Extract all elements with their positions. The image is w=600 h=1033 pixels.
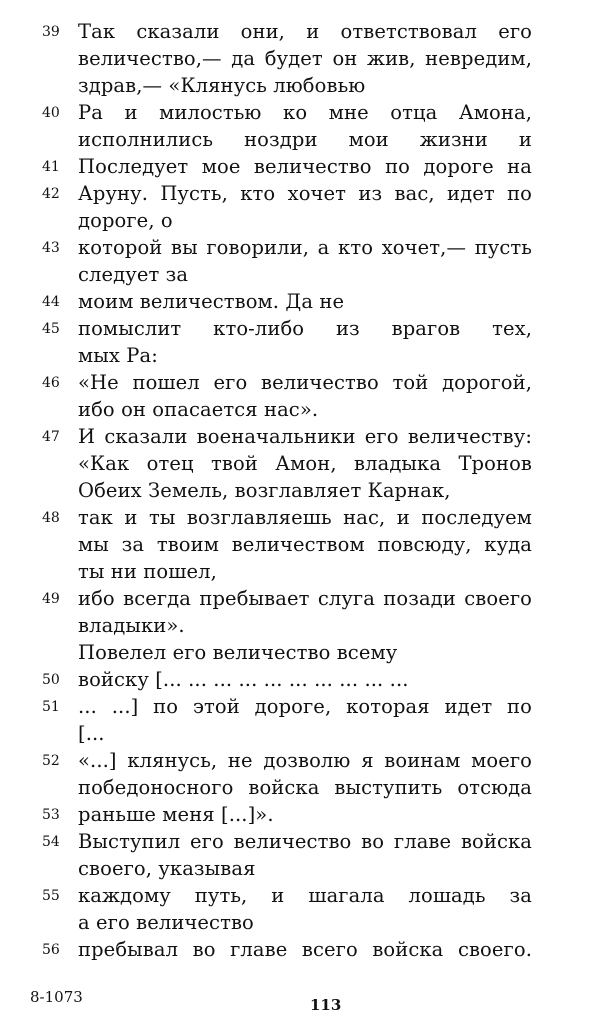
- text-line: мых Ра:: [78, 344, 158, 367]
- verse-number: 44: [42, 294, 60, 310]
- verse-number: 40: [42, 105, 60, 121]
- text-line: «...] клянусь, не дозволю я воинам моего: [78, 749, 532, 772]
- verse-text: [78, 882, 532, 936]
- verse-text: [78, 234, 532, 288]
- text-line: Аруну. Пусть, кто хочет из вас, идет по: [78, 182, 532, 205]
- text-line: «Не пошел его величество той дорогой,: [78, 371, 532, 394]
- verse-text: [78, 369, 532, 423]
- verse-number: 52: [42, 753, 60, 769]
- verse-text: [78, 315, 532, 369]
- text-line: а его величество: [78, 911, 254, 934]
- text-line: войску [... ... ... ... ... ... ... ... ... ...: [78, 668, 409, 691]
- signature-code: 8-1073: [30, 988, 83, 1006]
- page-number: 113: [310, 996, 342, 1014]
- text-line: Повелел его величество всему: [78, 641, 398, 664]
- verse-text: [78, 423, 532, 504]
- verse-text: [78, 504, 532, 585]
- verse-text: [78, 99, 532, 153]
- text-line: ибо всегда пребывает слуга позади своего: [78, 587, 532, 610]
- verse-text: [78, 288, 532, 315]
- verse-text: [78, 828, 532, 882]
- text-line: моим величеством. Да не: [78, 290, 345, 313]
- text-line: Выступил его величество во главе войска: [78, 830, 532, 853]
- text-line: мы за твоим величеством повсюду, куда: [78, 533, 532, 556]
- verse-text: [78, 936, 532, 963]
- text-line: каждому путь, и шагала лошадь за: [78, 884, 532, 907]
- text-line: Последует мое величество по дороге на: [78, 155, 532, 178]
- verse-number: 49: [42, 591, 60, 607]
- verse-text: [78, 801, 532, 828]
- text-line: И сказали военачальники его величеству:: [78, 425, 532, 448]
- text-line: величество,— да будет он жив, невредим,: [78, 47, 532, 70]
- verse-number: 45: [42, 321, 60, 337]
- text-line: ты ни пошел,: [78, 560, 217, 583]
- verse-text: [78, 585, 532, 666]
- verse-text: [78, 747, 532, 801]
- verse-number: 43: [42, 240, 60, 256]
- verse-number: 41: [42, 159, 60, 175]
- text-line: помыслит кто-либо из врагов тех,: [78, 317, 532, 340]
- text-line: следует за: [78, 263, 189, 286]
- verse-number: 48: [42, 510, 60, 526]
- text-line: победоносного войска выступить отсюда: [78, 776, 532, 799]
- verse-text: [78, 180, 532, 234]
- verse-number: 50: [42, 672, 60, 688]
- text-line: которой вы говорили, а кто хочет,— пусть: [78, 236, 532, 259]
- verse-number: 47: [42, 429, 60, 445]
- text-line: здрав,— «Клянусь любовью: [78, 74, 366, 97]
- text-line: Обеих Земель, возглавляет Карнак,: [78, 479, 451, 502]
- verse-text: [78, 666, 532, 693]
- verse-text: [78, 693, 532, 747]
- text-line: Так сказали они, и ответствовал его: [78, 20, 532, 43]
- text-line: ... ...] по этой дороге, которая идет по: [78, 695, 532, 718]
- verse-number: 42: [42, 186, 60, 202]
- text-line: пребывал во главе всего войска своего.: [78, 938, 532, 961]
- text-line: исполнились ноздри мои жизни и: [78, 128, 532, 151]
- text-line: ибо он опасается нас».: [78, 398, 319, 421]
- text-line: раньше меня [...]».: [78, 803, 274, 826]
- verse-number: 39: [42, 24, 60, 40]
- verse-number: 54: [42, 834, 60, 850]
- text-line: дороге, о: [78, 209, 173, 232]
- text-line: «Как отец твой Амон, владыка Тронов: [78, 452, 532, 475]
- verse-number: 55: [42, 888, 60, 904]
- text-line: Ра и милостью ко мне отца Амона,: [78, 101, 532, 124]
- verse-number: 56: [42, 942, 60, 958]
- text-line: [...: [78, 722, 105, 745]
- verse-number: 53: [42, 807, 60, 823]
- verse-number: 46: [42, 375, 60, 391]
- verse-text: [78, 153, 532, 180]
- text-line: своего, указывая: [78, 857, 256, 880]
- verse-text: [78, 18, 532, 99]
- text-line: владыки».: [78, 614, 185, 637]
- text-line: так и ты возглавляешь нас, и последуем: [78, 506, 532, 529]
- verse-number: 51: [42, 699, 60, 715]
